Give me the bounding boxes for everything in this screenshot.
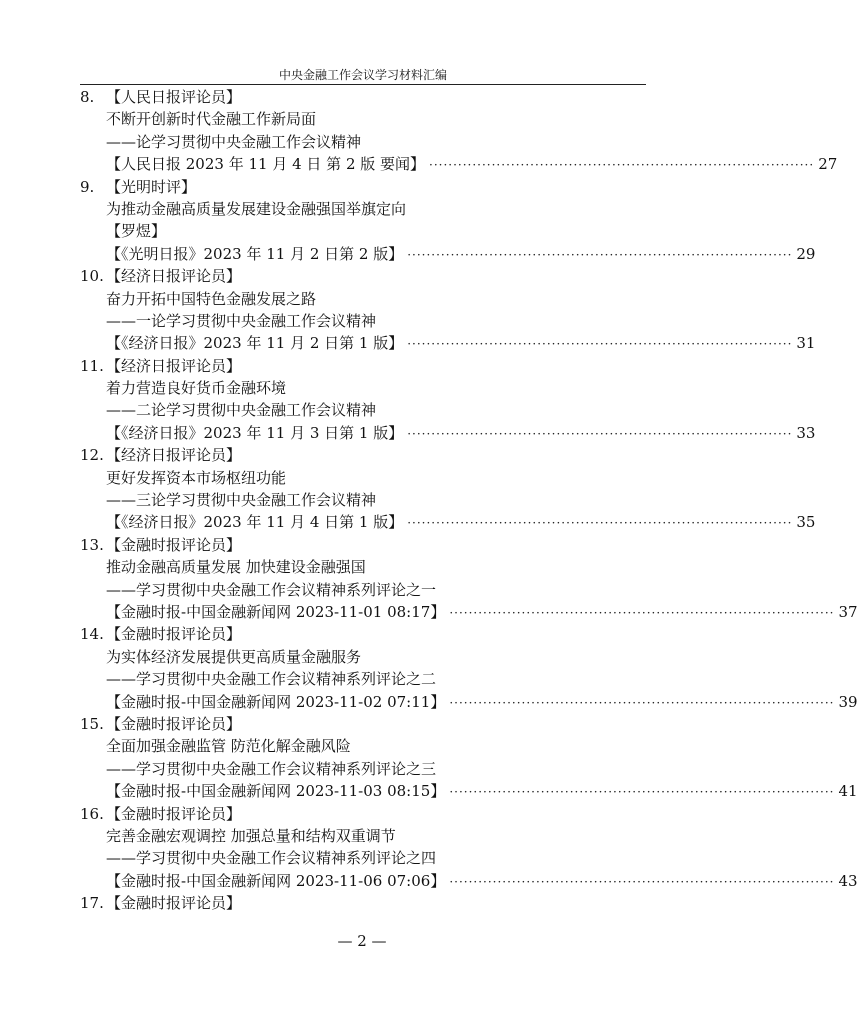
entry-title[interactable]: 完善金融宏观调控 加强总量和结构双重调节 <box>106 826 396 845</box>
entry-head <box>80 623 646 645</box>
entry-subtitle: ——一论学习贯彻中央金融工作会议精神 <box>106 311 377 330</box>
entry-number: 8. <box>80 88 95 106</box>
entry-number: 15. <box>80 714 104 733</box>
entry-source: 【金融时报-中国金融新闻网 2023-11-02 07:11】 <box>106 692 446 711</box>
entry-author-tag: 【金融时报评论员】 <box>106 625 242 644</box>
entry-head <box>80 444 646 466</box>
entry-page-number[interactable]: 31 <box>796 334 816 353</box>
entry-author-tag: 【金融时报评论员】 <box>106 714 242 733</box>
toc-entry[interactable] <box>80 534 858 624</box>
dot-leader: ················································································ <box>449 874 835 889</box>
toc-entry[interactable] <box>80 355 816 445</box>
entry-head <box>80 86 646 108</box>
entry-source-line <box>80 511 816 533</box>
entry-number: 11. <box>80 356 104 375</box>
entry-page-number[interactable]: 39 <box>838 692 858 711</box>
dot-leader: ················································································ <box>449 785 835 800</box>
entry-title[interactable]: 为实体经济发展提供更高质量金融服务 <box>106 647 362 666</box>
dot-leader: ················································································ <box>407 247 793 262</box>
toc-entry[interactable] <box>80 623 858 713</box>
dot-leader: ················································································ <box>407 516 793 531</box>
header-rule <box>80 84 646 85</box>
entry-title[interactable]: 全面加强金融监管 防范化解金融风险 <box>106 737 351 756</box>
entry-page-number[interactable]: 43 <box>838 871 858 890</box>
entry-head <box>80 713 646 735</box>
entry-source-line <box>80 780 858 802</box>
entry-source: 【金融时报-中国金融新闻网 2023-11-06 07:06】 <box>106 871 446 890</box>
entry-page-number[interactable]: 29 <box>796 244 816 263</box>
entry-subtitle: ——学习贯彻中央金融工作会议精神系列评论之四 <box>106 849 437 868</box>
entry-number: 9. <box>80 177 95 196</box>
table-of-contents <box>80 86 858 914</box>
toc-entry[interactable] <box>80 265 816 355</box>
entry-subtitle: ——三论学习贯彻中央金融工作会议精神 <box>106 491 377 510</box>
entry-page-number[interactable]: 35 <box>796 513 816 532</box>
entry-title[interactable]: 推动金融高质量发展 加快建设金融强国 <box>106 558 366 577</box>
entry-source: 【《经济日报》2023 年 11 月 4 日第 1 版】 <box>106 513 404 532</box>
entry-source-line <box>80 601 858 623</box>
entry-source-line <box>80 332 816 354</box>
entry-number: 16. <box>80 804 104 823</box>
entry-author-tag: 【人民日报评论员】 <box>106 88 242 106</box>
toc-entry[interactable] <box>80 444 816 534</box>
entry-title[interactable]: 更好发挥资本市场枢纽功能 <box>106 468 287 487</box>
entry-source: 【金融时报-中国金融新闻网 2023-11-03 08:15】 <box>106 782 446 801</box>
entry-page-number[interactable]: 41 <box>838 782 858 801</box>
entry-subtitle: ——学习贯彻中央金融工作会议精神系列评论之二 <box>106 670 437 689</box>
toc-entry[interactable] <box>80 176 816 266</box>
entry-number: 12. <box>80 446 104 465</box>
entry-source-line <box>80 870 858 892</box>
dot-leader: ················································································ <box>449 605 835 620</box>
entry-source-line <box>80 153 838 175</box>
entry-author-tag: 【光明时评】 <box>106 177 197 196</box>
toc-entry[interactable] <box>80 86 838 176</box>
entry-head <box>80 265 646 287</box>
entry-head <box>80 176 646 198</box>
entry-source: 【《经济日报》2023 年 11 月 2 日第 1 版】 <box>106 334 404 353</box>
dot-leader: ················································································ <box>449 695 835 710</box>
entry-source: 【《光明日报》2023 年 11 月 2 日第 2 版】 <box>106 244 404 263</box>
toc-entry[interactable] <box>80 713 858 803</box>
entry-title[interactable]: 为推动金融高质量发展建设金融强国举旗定向 <box>106 199 407 218</box>
entry-head <box>80 355 646 377</box>
entry-source-line <box>80 691 858 713</box>
entry-subtitle: ——学习贯彻中央金融工作会议精神系列评论之三 <box>106 759 437 778</box>
toc-entry[interactable] <box>80 892 646 914</box>
entry-subtitle: ——学习贯彻中央金融工作会议精神系列评论之一 <box>106 580 437 599</box>
entry-page-number[interactable]: 33 <box>796 423 816 442</box>
dot-leader: ················································································ <box>407 337 793 352</box>
toc-entry[interactable] <box>80 803 858 893</box>
entry-author-tag: 【经济日报评论员】 <box>106 356 242 375</box>
entry-head <box>80 892 646 914</box>
entry-page-number[interactable]: 37 <box>838 602 858 621</box>
entry-author-tag: 【金融时报评论员】 <box>106 804 242 823</box>
page-number: — 2 — <box>337 932 387 950</box>
entry-author-tag: 【经济日报评论员】 <box>106 267 242 286</box>
entry-source: 【《经济日报》2023 年 11 月 3 日第 1 版】 <box>106 423 404 442</box>
entry-title[interactable]: 着力营造良好货币金融环境 <box>106 379 287 398</box>
entry-number: 10. <box>80 267 104 286</box>
entry-source-line <box>80 422 816 444</box>
dot-leader: ················································································ <box>429 158 815 173</box>
entry-number: 17. <box>80 894 104 913</box>
entry-source-line <box>80 243 816 265</box>
entry-source: 【金融时报-中国金融新闻网 2023-11-01 08:17】 <box>106 602 446 621</box>
entry-page-number[interactable]: 27 <box>818 155 838 174</box>
entry-source: 【人民日报 2023 年 11 月 4 日 第 2 版 要闻】 <box>106 155 426 174</box>
entry-subtitle: ——二论学习贯彻中央金融工作会议精神 <box>106 401 377 420</box>
entry-title[interactable]: 奋力开拓中国特色金融发展之路 <box>106 289 317 308</box>
running-header: 中央金融工作会议学习材料汇编 <box>278 68 447 82</box>
entry-number: 13. <box>80 535 104 554</box>
entry-subtitle: ——论学习贯彻中央金融工作会议精神 <box>106 132 362 151</box>
entry-head <box>80 534 646 556</box>
entry-author-tag: 【经济日报评论员】 <box>106 446 242 465</box>
entry-number: 14. <box>80 625 104 644</box>
entry-head <box>80 803 646 825</box>
entry-author-tag: 【金融时报评论员】 <box>106 894 242 913</box>
entry-subtitle: 【罗煜】 <box>106 222 167 241</box>
dot-leader: ················································································ <box>407 426 793 441</box>
entry-author-tag: 【金融时报评论员】 <box>106 535 242 554</box>
entry-title[interactable]: 不断开创新时代金融工作新局面 <box>106 110 317 129</box>
